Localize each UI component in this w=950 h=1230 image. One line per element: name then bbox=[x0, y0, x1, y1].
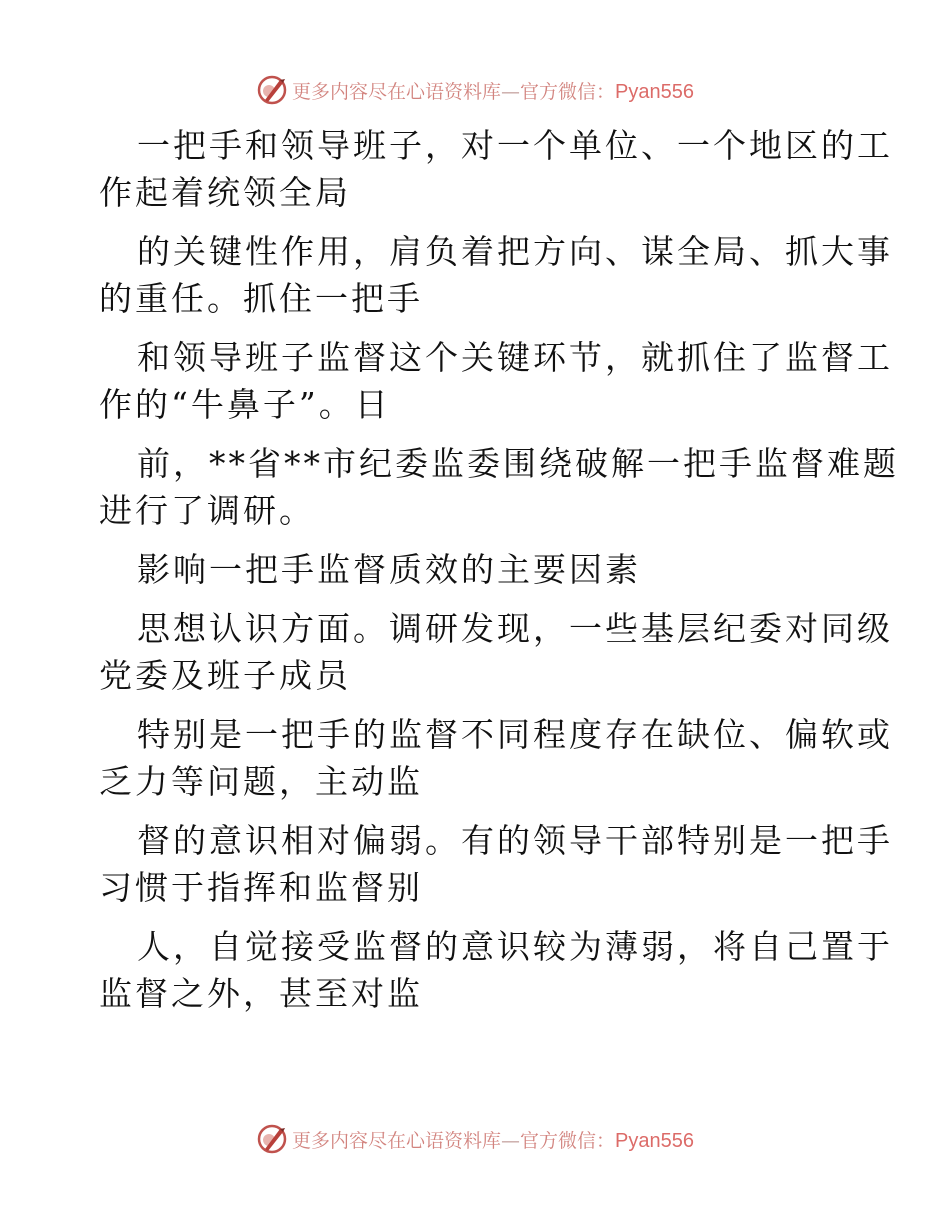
wechat-id: Pyan556 bbox=[615, 1129, 694, 1152]
site-name: 更多内容尽在心语资料库 bbox=[292, 1129, 502, 1152]
site-name: 更多内容尽在心语资料库 bbox=[292, 80, 502, 103]
paragraph-line: 前，**省**市纪委监委围绕破解一把手监督难题 bbox=[137, 444, 899, 483]
paragraph-line: 人，自觉接受监督的意识较为薄弱，将自己置于 bbox=[137, 927, 893, 966]
paragraph-line: 进行了调研。 bbox=[99, 491, 315, 530]
paragraph-line: 一把手和领导班子，对一个单位、一个地区的工 bbox=[137, 126, 893, 165]
paragraph-line: 和领导班子监督这个关键环节，就抓住了监督工 bbox=[137, 338, 893, 377]
paragraph-line: 作的“牛鼻子”。日 bbox=[99, 385, 391, 424]
paragraph bbox=[99, 711, 893, 805]
paragraph-line: 特别是一把手的监督不同程度存在缺位、偏软或 bbox=[137, 715, 893, 754]
pen-circle-logo-icon bbox=[256, 1123, 288, 1155]
wechat-label: 官方微信： bbox=[520, 1129, 616, 1152]
paragraph bbox=[99, 334, 893, 428]
paragraph bbox=[99, 605, 893, 699]
heading-text: 影响一把手监督质效的主要因素 bbox=[137, 550, 641, 589]
paragraph bbox=[99, 817, 893, 911]
paragraph-line: 党委及班子成员 bbox=[99, 656, 351, 695]
paragraph-line: 乏力等问题，主动监 bbox=[99, 762, 423, 801]
paragraph-line: 习惯于指挥和监督别 bbox=[99, 868, 423, 907]
wechat-label: 官方微信： bbox=[520, 80, 616, 103]
paragraph-line: 作起着统领全局 bbox=[99, 173, 351, 212]
pen-circle-logo-icon bbox=[256, 74, 288, 106]
footer-banner bbox=[0, 1121, 950, 1157]
header-banner bbox=[0, 72, 950, 108]
banner-separator: — bbox=[501, 80, 521, 103]
section-heading bbox=[99, 546, 859, 593]
paragraph-line: 的重任。抓住一把手 bbox=[99, 279, 423, 318]
paragraph bbox=[99, 923, 893, 1017]
paragraph bbox=[99, 228, 893, 322]
paragraph-line: 监督之外，甚至对监 bbox=[99, 974, 423, 1013]
paragraph bbox=[99, 122, 893, 216]
paragraph bbox=[99, 440, 899, 534]
banner-separator: — bbox=[501, 1129, 521, 1152]
paragraph-line: 的关键性作用，肩负着把方向、谋全局、抓大事 bbox=[137, 232, 893, 271]
wechat-id: Pyan556 bbox=[615, 80, 694, 103]
document-body bbox=[99, 122, 899, 1029]
paragraph-line: 督的意识相对偏弱。有的领导干部特别是一把手 bbox=[137, 821, 893, 860]
paragraph-line: 思想认识方面。调研发现，一些基层纪委对同级 bbox=[137, 609, 893, 648]
